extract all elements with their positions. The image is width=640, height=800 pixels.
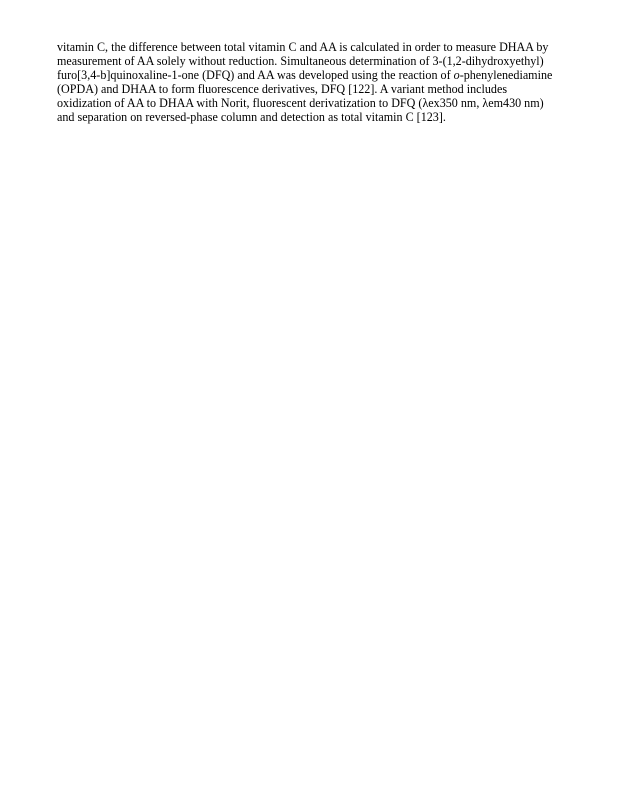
body-paragraph [57, 41, 617, 124]
chemical-name-suffix: -phenylenediamine [459, 67, 553, 82]
paragraph-line-5: oxidization of AA to DHAA with Norit, fluorescent derivatization to DFQ (λex350 nm, λem430 nm) [57, 95, 544, 110]
paragraph-line-4: (OPDA) and DHAA to form fluorescence derivatives, DFQ [122]. A variant method includes [57, 81, 508, 96]
paragraph-line-1: vitamin C, the difference between total vitamin C and AA is calculated in order to measure DHAA by [57, 40, 549, 54]
paragraph-line-3-text: furo[3,4-b]quinoxaline-1-one (DFQ) and AA was developed using the reaction of [57, 67, 454, 82]
paragraph-line-3 [57, 69, 617, 83]
italic-prefix: o [453, 67, 460, 82]
paragraph-line-2: measurement of AA solely without reduction. Simultaneous determination of 3-(1,2-dihydroxyethyl) [57, 53, 544, 68]
paragraph-line-6: and separation on reversed-phase column and detection as total vitamin C [123]. [57, 109, 446, 124]
